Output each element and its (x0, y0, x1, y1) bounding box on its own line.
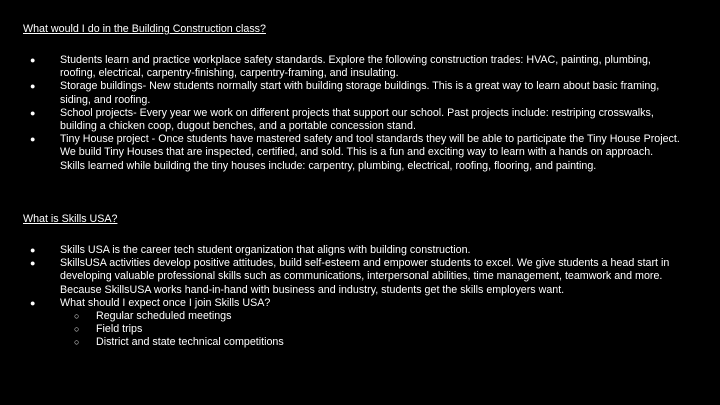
section-heading-building-construction: What would I do in the Building Construction class? (23, 23, 266, 35)
list-item-text: Students learn and practice workplace safety standards. Explore the following construction trades: HVAC, painting, plumbing, roofing, electrical, carpentry-finishing, carpentry-framing, and insulating. (60, 54, 651, 80)
sublist-item (60, 336, 680, 349)
hollow-bullet-icon: ○ (74, 324, 80, 335)
bullet-icon: ● (30, 81, 36, 92)
skills-usa-list (0, 244, 680, 350)
list-item-text: School projects- Every year we work on different projects that support our school. Past projects include: restriping crosswalks, building a chicken coop, dugout benches, and a portable concession stand. (60, 106, 654, 133)
section-heading-skills-usa: What is Skills USA? (23, 213, 118, 225)
list-item (0, 257, 680, 297)
building-construction-list (0, 54, 680, 173)
bullet-icon: ● (30, 245, 36, 255)
list-item-text: Tiny House project - Once students have mastered safety and tool standards they will be able to participate the Tiny House Project. We build Tiny Houses that are inspected, certified, and sold. This is a fun and exciting way to learn with a hands on approach. Skills learned while building the tiny houses include: carpentry, plumbing, electrical, roofing, flooring, and painting. (60, 133, 680, 172)
list-item (0, 133, 680, 173)
list-item (0, 54, 680, 80)
bullet-icon: ● (30, 258, 36, 269)
list-item-text: What should I expect once I join Skills USA? (60, 296, 271, 309)
bullet-icon: ● (30, 55, 36, 65)
sublist-item (60, 310, 680, 323)
list-item (0, 297, 680, 350)
bullet-icon: ● (30, 134, 36, 145)
bullet-icon: ● (30, 107, 36, 118)
sublist-item-text: Field trips (96, 323, 143, 336)
hollow-bullet-icon: ○ (74, 311, 80, 322)
list-item (0, 244, 680, 257)
hollow-bullet-icon: ○ (74, 337, 80, 348)
list-item-text: Skills USA is the career tech student organization that aligns with building construction. (60, 244, 471, 256)
expectations-sublist (60, 310, 680, 350)
bullet-icon: ● (30, 297, 36, 308)
sublist-item-text: District and state technical competitions (96, 336, 284, 349)
sublist-item-text: Regular scheduled meetings (96, 310, 232, 323)
list-item-text: Storage buildings- New students normally start with building storage buildings. This is a great way to learn about basic framing, siding, and roofing. (60, 80, 660, 106)
list-item (0, 80, 680, 106)
list-item (0, 107, 680, 133)
sublist-item (60, 323, 680, 336)
list-item-text: SkillsUSA activities develop positive attitudes, build self-esteem and empower students to excel. We give students a head start in developing valuable professional skills such as communications, interpersonal abilities, time management, teamwork and more. Because SkillsUSA works hand-in-hand with business and industry, students get the skills employers want. (60, 257, 670, 296)
